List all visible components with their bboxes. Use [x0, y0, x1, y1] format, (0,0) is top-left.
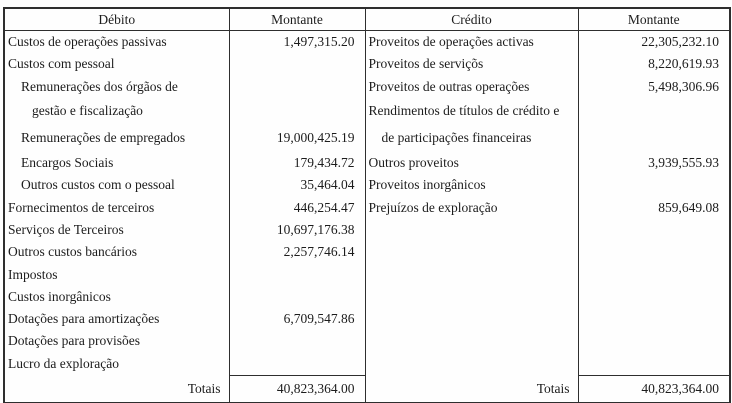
- debit-label-cell: Remunerações dos órgãos de: [21, 78, 178, 94]
- table-row: [4, 330, 730, 352]
- table-row: [4, 31, 730, 54]
- debit-amount-cell: 1,497,315.20: [229, 31, 365, 54]
- debit-label-cell: Outros custos bancários: [8, 244, 137, 260]
- table-row: [4, 152, 730, 174]
- table-row: [4, 125, 730, 152]
- debit-amount-cell: 19,000,425.19: [229, 125, 365, 152]
- debit-amount-cell: 179,434.72: [229, 152, 365, 174]
- table-row: [4, 263, 730, 285]
- debit-label-cell: Outros custos com o pessoal: [21, 177, 175, 193]
- debit-label-cell: Dotações para provisões: [8, 333, 140, 349]
- credit-label-cell: Outros proveitos: [365, 152, 578, 174]
- debit-amount-cell: 35,464.04: [229, 174, 365, 196]
- debit-label-cell: Custos com pessoal: [8, 56, 115, 72]
- credit-amount-cell: [578, 353, 730, 376]
- debit-amount-cell: [229, 263, 365, 285]
- credit-amount-cell: [578, 125, 730, 152]
- debit-amount-cell: [229, 330, 365, 352]
- credit-amount-cell: [578, 263, 730, 285]
- table-row: [4, 196, 730, 218]
- credit-label-cell: [365, 263, 578, 285]
- credit-label-cell: [365, 308, 578, 330]
- col-header-credit-amount: Montante: [578, 8, 730, 31]
- credit-label-cell: Proveitos de serviçõs: [365, 53, 578, 75]
- credit-amount-cell: [578, 241, 730, 263]
- debit-amount-cell: 2,257,746.14: [229, 241, 365, 263]
- debit-label-cell: Remunerações de empregados: [21, 130, 186, 146]
- col-header-credit: Crédito: [365, 8, 578, 31]
- table-row: [4, 53, 730, 75]
- credit-amount-cell: 3,939,555.93: [578, 152, 730, 174]
- col-header-debit-amount: Montante: [229, 8, 365, 31]
- totals-credit-amount: 40,823,364.00: [578, 375, 730, 403]
- table-row: [4, 76, 730, 98]
- table-row: [4, 98, 730, 125]
- credit-label-cell: Proveitos de outras operações: [365, 76, 578, 98]
- table-row: [4, 286, 730, 308]
- debit-label-cell: Dotações para amortizações: [8, 311, 160, 327]
- debit-amount-cell: [229, 353, 365, 376]
- debit-amount-cell: [229, 53, 365, 75]
- debit-label-cell: Custos de operações passivas: [8, 34, 167, 50]
- table-header: [4, 8, 730, 31]
- credit-label-cell: [365, 330, 578, 352]
- credit-amount-cell: 5,498,306.96: [578, 76, 730, 98]
- table-row: [4, 241, 730, 263]
- table-footer: [4, 375, 730, 403]
- credit-amount-cell: [578, 174, 730, 196]
- debit-label-cell: Encargos Sociais: [21, 155, 114, 171]
- credit-label-cell: Proveitos de operações activas: [365, 31, 578, 54]
- credit-amount-cell: 8,220,619.93: [578, 53, 730, 75]
- ledger-table: [3, 7, 731, 403]
- debit-label-cell: Lucro da exploração: [8, 355, 119, 371]
- credit-label-cell: [365, 241, 578, 263]
- credit-amount-cell: [578, 98, 730, 125]
- debit-amount-cell: [229, 76, 365, 98]
- debit-label-cell: Fornecimentos de terceiros: [8, 199, 155, 215]
- totals-debit-label: Totais: [187, 380, 221, 396]
- credit-label-cell: [365, 219, 578, 241]
- credit-amount-cell: [578, 330, 730, 352]
- table-body: [4, 31, 730, 376]
- credit-label-cell: de participações financeiras: [365, 125, 578, 152]
- credit-amount-cell: 22,305,232.10: [578, 31, 730, 54]
- debit-amount-cell: [229, 286, 365, 308]
- credit-label-cell: [365, 286, 578, 308]
- credit-label-cell: Rendimentos de títulos de crédito e: [365, 98, 578, 125]
- debit-label-cell: gestão e fiscalização: [32, 103, 143, 119]
- credit-amount-cell: 859,649.08: [578, 196, 730, 218]
- col-header-debit: Débito: [4, 8, 229, 31]
- table-row: [4, 219, 730, 241]
- debit-label-cell: Serviços de Terceiros: [8, 221, 124, 237]
- totals-row: [4, 375, 730, 403]
- credit-label-cell: Proveitos inorgânicos: [365, 174, 578, 196]
- debit-label-cell: Impostos: [8, 266, 58, 282]
- debit-amount-cell: 6,709,547.86: [229, 308, 365, 330]
- totals-debit-amount: 40,823,364.00: [229, 375, 365, 403]
- debit-amount-cell: 10,697,176.38: [229, 219, 365, 241]
- debit-amount-cell: 446,254.47: [229, 196, 365, 218]
- table-row: [4, 353, 730, 376]
- table-row: [4, 308, 730, 330]
- debit-amount-cell: [229, 98, 365, 125]
- table-row: [4, 174, 730, 196]
- credit-amount-cell: [578, 286, 730, 308]
- credit-label-cell: Prejuízos de exploração: [365, 196, 578, 218]
- credit-label-cell: [365, 353, 578, 376]
- credit-amount-cell: [578, 308, 730, 330]
- totals-credit-label: Totais: [365, 375, 578, 403]
- header-row: [4, 8, 730, 31]
- debit-label-cell: Custos inorgânicos: [8, 288, 111, 304]
- credit-amount-cell: [578, 219, 730, 241]
